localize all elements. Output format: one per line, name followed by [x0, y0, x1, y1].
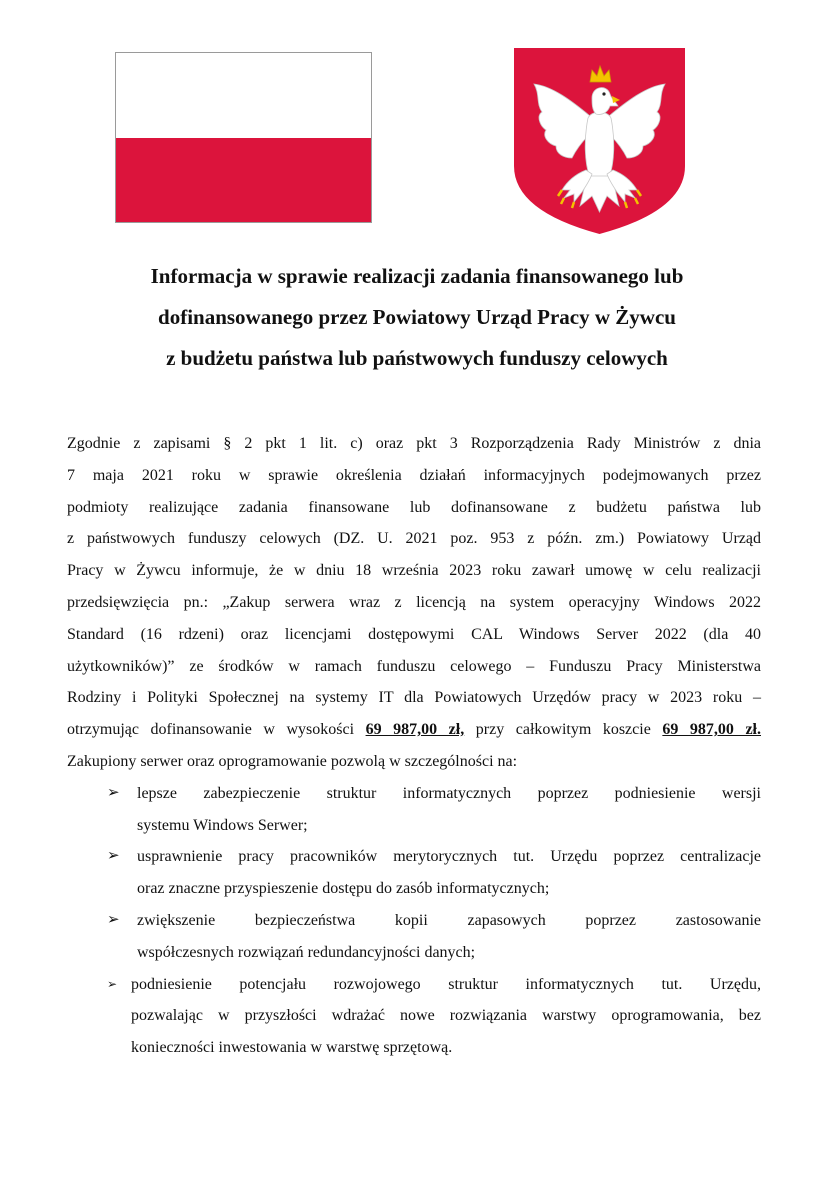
list-item — [67, 841, 761, 905]
list-item — [67, 905, 761, 969]
funding-prefix: otrzymując dofinansowanie w wysokości — [67, 721, 366, 739]
title-line-2: dofinansowanego przez Powiatowy Urząd Pracy w Żywcu — [158, 305, 676, 329]
arrow-bullet-icon: ➢ — [107, 784, 120, 801]
document-title — [60, 256, 774, 379]
paragraph-line: Zgodnie z zapisami § 2 pkt 1 lit. c) oraz pkt 3 Rozporządzenia Rady Ministrów z dnia — [67, 435, 761, 452]
arrow-bullet-icon: ➢ — [107, 911, 120, 928]
paragraph-line: z państwowych funduszy celowych (DZ. U. 2021 poz. 953 z późn. zm.) Powiatowy Urząd — [67, 530, 761, 548]
list-item — [67, 778, 761, 842]
main-paragraph — [67, 428, 761, 778]
paragraph-line: przedsięwzięcia pn.: „Zakup serwera wraz z licencją na system operacyjny Windows 2022 — [67, 593, 761, 611]
paragraph-line: użytkowników)” ze środków w ramach funduszu celowego – Funduszu Pracy Ministerstwa — [67, 657, 761, 675]
paragraph-line: Pracy w Żywcu informuje, że w dniu 18 września 2023 roku zawarł umowę w celu realizacji — [67, 562, 761, 580]
polish-eagle-emblem-icon — [512, 46, 687, 236]
list-item-line: usprawnienie pracy pracowników merytorycznych tut. Urzędu poprzez centralizacje — [137, 848, 761, 866]
list-item-line: współczesnych rozwiązań redundancyjności danych; — [137, 943, 476, 961]
funding-amount: 69 987,00 zł, — [365, 721, 465, 739]
title-line-1: Informacja w sprawie realizacji zadania finansowanego lub — [150, 264, 684, 288]
list-item-line: zwiększenie bezpieczeństwa kopii zapasowych poprzez zastosowanie — [137, 911, 761, 929]
funding-line — [67, 714, 761, 746]
arrow-bullet-icon: ➢ — [107, 848, 120, 865]
total-prefix: przy całkowitym koszcie — [464, 721, 663, 739]
list-item-line: podniesienie potencjału rozwojowego struktur informatycznych tut. Urzędu, — [131, 975, 761, 993]
list-item-line: systemu Windows Serwer; — [137, 816, 308, 834]
paragraph-line: podmioty realizujące zadania finansowane lub dofinansowane z budżetu państwa lub — [67, 498, 761, 516]
paragraph-line: Rodziny i Polityki Społecznej na systemy IT dla Powiatowych Urzędów pracy w 2023 roku – — [67, 689, 761, 707]
list-item-line: konieczności inwestowania w warstwę sprzętową. — [131, 1039, 453, 1057]
list-item-line: pozwalając w przyszłości wdrażać nowe rozwiązania warstwy oprogramowania, bez — [131, 1007, 761, 1025]
document-body — [67, 428, 761, 1064]
title-line-3: z budżetu państwa lub państwowych funduszy celowych — [166, 346, 668, 370]
paragraph-line: 7 maja 2021 roku w sprawie określenia działań informacyjnych podejmowanych przez — [67, 466, 761, 484]
flag-white-stripe — [116, 53, 371, 138]
benefits-list — [67, 778, 761, 1064]
arrow-bullet-icon: ➢ — [107, 976, 118, 991]
paragraph-line: Standard (16 rdzeni) oraz licencjami dostępowymi CAL Windows Server 2022 (dla 40 — [67, 625, 761, 643]
list-item — [67, 969, 761, 1064]
polish-flag — [115, 52, 372, 223]
list-item-line: oraz znaczne przyspieszenie dostępu do zasób informatycznych; — [137, 880, 550, 898]
total-amount: 69 987,00 zł. — [662, 721, 761, 739]
list-item-line: lepsze zabezpieczenie struktur informatycznych poprzez podniesienie wersji — [137, 784, 761, 802]
closing-line: Zakupiony serwer oraz oprogramowanie pozwolą w szczególności na: — [67, 752, 518, 770]
flag-red-stripe — [116, 138, 371, 223]
